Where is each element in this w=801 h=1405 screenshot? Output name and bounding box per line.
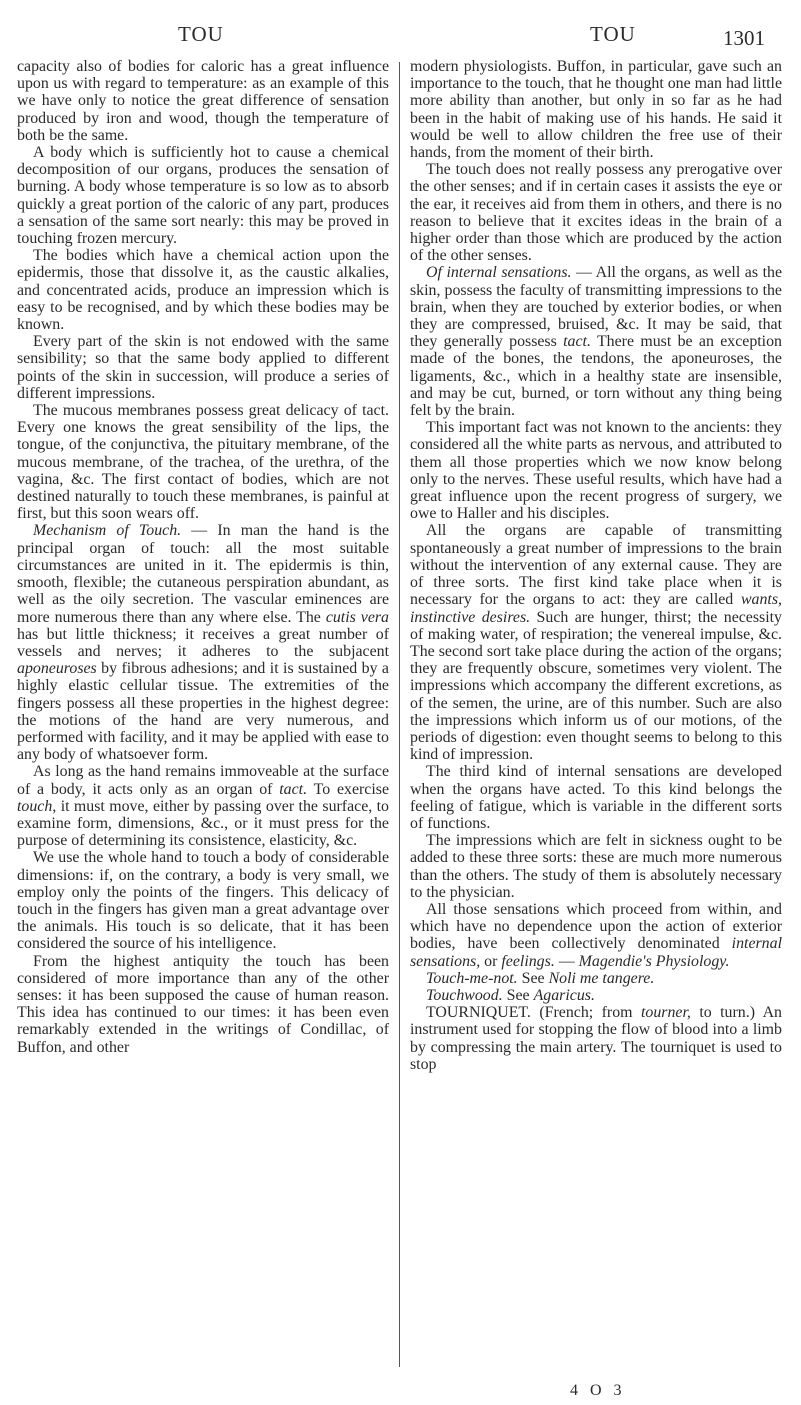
text-run: The third kind of internal sensations are developed when the organs have acted. To this kind belongs the feeling of fatigue, which is variable in the different sorts of functions.: [410, 763, 782, 832]
italic-text: feelings.: [501, 952, 555, 970]
italic-text: touch,: [17, 797, 57, 815]
italic-text: Agaricus.: [533, 986, 595, 1004]
text-run: The touch does not really possess any prerogative over the other senses; and if in certain cases it assists the eye or the ear, it receives aid from them in others, and there is no reason to believe that it excites ideas in the brain of a higher order than those which are produced by the action of the other senses.: [410, 161, 782, 265]
text-run: — All the organs, as well as the skin, possess the faculty of transmitting impressions to the brain, when they are touched by exterior bodies, or when they are compressed, bruised, &c. It may be said, that they generally possess: [410, 264, 783, 351]
italic-text: Mechanism of Touch.: [33, 522, 182, 540]
text-run: Such are hunger, thirst; the necessity of making water, of respiration; the venereal impulse, &c. The second sort take place during the action of the organs; they are frequently obscure, sometimes very violent. The impressions which accompany the different excretions, as of the semen, the urine, are of this number. Such are also the impressions which inform us of our motions, of the periods of digestion: even thought seems to belong to this kind of impression.: [410, 608, 782, 764]
italic-text: Noli me tangere.: [548, 969, 655, 987]
paragraph: [17, 953, 389, 1056]
running-head-left: TOU: [178, 22, 224, 46]
text-run: to turn.) An instrument used for stopping the flow of blood into a limb by compressing the main artery. The tourniquet is used to stop: [410, 1004, 782, 1073]
paragraph: [17, 522, 389, 763]
paragraph: [17, 247, 389, 333]
paragraph: [410, 522, 782, 763]
italic-text: wants, instinctive desires.: [410, 591, 782, 626]
text-run: capacity also of bodies for caloric has a great influence upon us with regard to temperature: as an example of this we have only to notice the great difference of sensation produced by iron and wood, though the temperature of both be the same.: [17, 58, 389, 144]
italic-text: Touch-me-not.: [426, 969, 518, 987]
text-run: See: [502, 986, 534, 1004]
text-run: To exercise: [307, 780, 390, 798]
text-run: modern physiologists. Buffon, in particular, gave such an importance to the touch, that he thought one man had little more ability than another, but only in so far as he had been in the habit of making use of his hands. He said it would be well to allow children the free use of their hands, from the moment of their birth.: [410, 58, 783, 162]
left-column: [17, 58, 389, 1056]
italic-text: tourner,: [640, 1004, 691, 1022]
text-run: A body which is sufficiently hot to cause a chemical decomposition of our organs, produces the sensation of burning. A body whose temperature is so low as to absorb quickly a great portion of the caloric of any part, produces a sensation of the same sort nearly: this may be proved in touching frozen mercury.: [17, 144, 389, 248]
italic-text: tact.: [563, 333, 591, 351]
italic-text: aponeuroses: [17, 660, 97, 678]
text-run: TOURNIQUET. (French; from: [426, 1004, 641, 1022]
paragraph: [17, 763, 389, 849]
text-run: As long as the hand remains immoveable at the surface of a body, it acts only as an organ of: [17, 763, 389, 798]
text-run: has but little thickness; it receives a great number of vessels and nerves; it adheres to the subjacent: [17, 625, 389, 660]
signature-mark: 4 O 3: [570, 1382, 626, 1399]
paragraph: [17, 333, 389, 402]
page-number: 1301: [723, 26, 765, 50]
text-run: —: [554, 952, 579, 970]
text-run: Every part of the skin is not endowed with the same sensibility; so that the same body applied to different points of the skin in succession, will produce a series of different impressions.: [17, 333, 389, 402]
text-run: This important fact was not known to the ancients: they considered all the white parts as nervous, and attributed to them all those properties which we now know belong only to the nerves. These useful results, which have had a great influence upon the recent progress of surgery, we owe to Haller and his disciples.: [410, 419, 782, 523]
text-run: See: [517, 969, 549, 987]
text-run: The bodies which have a chemical action upon the epidermis, those that dissolve it, as the caustic alkalies, and concentrated acids, produce an impression which is easy to be recognised, and by which these bodies may be known.: [17, 247, 389, 334]
text-run: or: [480, 952, 502, 970]
text-run: There must be an exception made of the bones, the tendons, the aponeuroses, the ligaments, &c., which in a healthy state are insensible, and may be cut, burned, or torn without any thing being felt by the brain.: [410, 333, 782, 420]
paragraph: [410, 419, 782, 522]
italic-text: tact.: [279, 780, 308, 798]
column-divider: [399, 62, 400, 1367]
text-run: The mucous membranes possess great delicacy of tact. Every one knows the great sensibility of the lips, the tongue, of the conjunctiva, the pituitary membrane, of the mucous membrane, of the trachea, of the urethra, of the vagina, &c. The first contact of bodies, which are not destined naturally to touch these membranes, is painful at first, but this soon wears off.: [17, 402, 389, 523]
italic-text: Of internal sensations.: [426, 264, 572, 282]
italic-text: Touchwood.: [426, 986, 503, 1004]
paragraph: [17, 402, 389, 522]
italic-text: internal sensations,: [410, 935, 782, 970]
paragraph: [410, 970, 782, 987]
running-head-right: TOU: [590, 22, 636, 46]
paragraph: [410, 832, 782, 901]
italic-text: Magendie's Physiology.: [578, 952, 730, 970]
text-run: The impressions which are felt in sickness ought to be added to these three sorts: these are much more numerous than the others. The study of them is absolutely necessary to the physician.: [410, 832, 782, 901]
italic-text: cutis vera: [325, 608, 389, 626]
paragraph: [17, 849, 389, 952]
paragraph: [410, 901, 782, 970]
text-run: From the highest antiquity the touch has been considered of more importance than any of the other senses: it has been supposed the cause of human reason. This idea has continued to our times: it has been even remarkably extended in the writings of Condillac, of Buffon, and other: [17, 952, 389, 1056]
paragraph: [17, 58, 389, 144]
paragraph: [410, 763, 782, 832]
right-column: [410, 58, 782, 1073]
paragraph: [410, 264, 782, 419]
paragraph: [410, 58, 782, 161]
text-run: by fibrous adhesions; and it is sustained by a highly elastic cellular tissue. The extremities of the fingers possess all these properties in the highest degree: the motions of the hand are very numerous, and performed with facility, and it may be applied with ease to any body of whatsoever form.: [17, 660, 389, 764]
text-run: All the organs are capable of transmitting spontaneously a great number of impressions to the brain without the intervention of any external cause. They are of three sorts. The first kind take place when it is necessary for the organs to act: they are called: [410, 522, 782, 609]
text-run: it must move, either by passing over the surface, to examine form, dimensions, &c., or it must press for the purpose of determining its consistence, elasticity, &c.: [17, 797, 389, 850]
paragraph: [410, 987, 782, 1004]
text-run: All those sensations which proceed from within, and which have no dependence upon the action of exterior bodies, have been collectively denominated: [410, 900, 782, 953]
paragraph: [410, 161, 782, 264]
text-run: We use the whole hand to touch a body of considerable dimensions: if, on the contrary, a body is very small, we employ only the points of the fingers. This delicacy of touch in the fingers has given man a great advantage over the animals. His touch is so delicate, that it has been considered the source of his intelligence.: [17, 849, 389, 953]
text-run: — In man the hand is the principal organ of touch: all the most suitable circumstances are united in it. The epidermis is thin, smooth, flexible; the cutaneous perspiration abundant, as well as the oily secretion. The vascular eminences are more numerous there than any where else. The: [17, 522, 389, 626]
paragraph: [17, 144, 389, 247]
paragraph: [410, 1004, 782, 1073]
